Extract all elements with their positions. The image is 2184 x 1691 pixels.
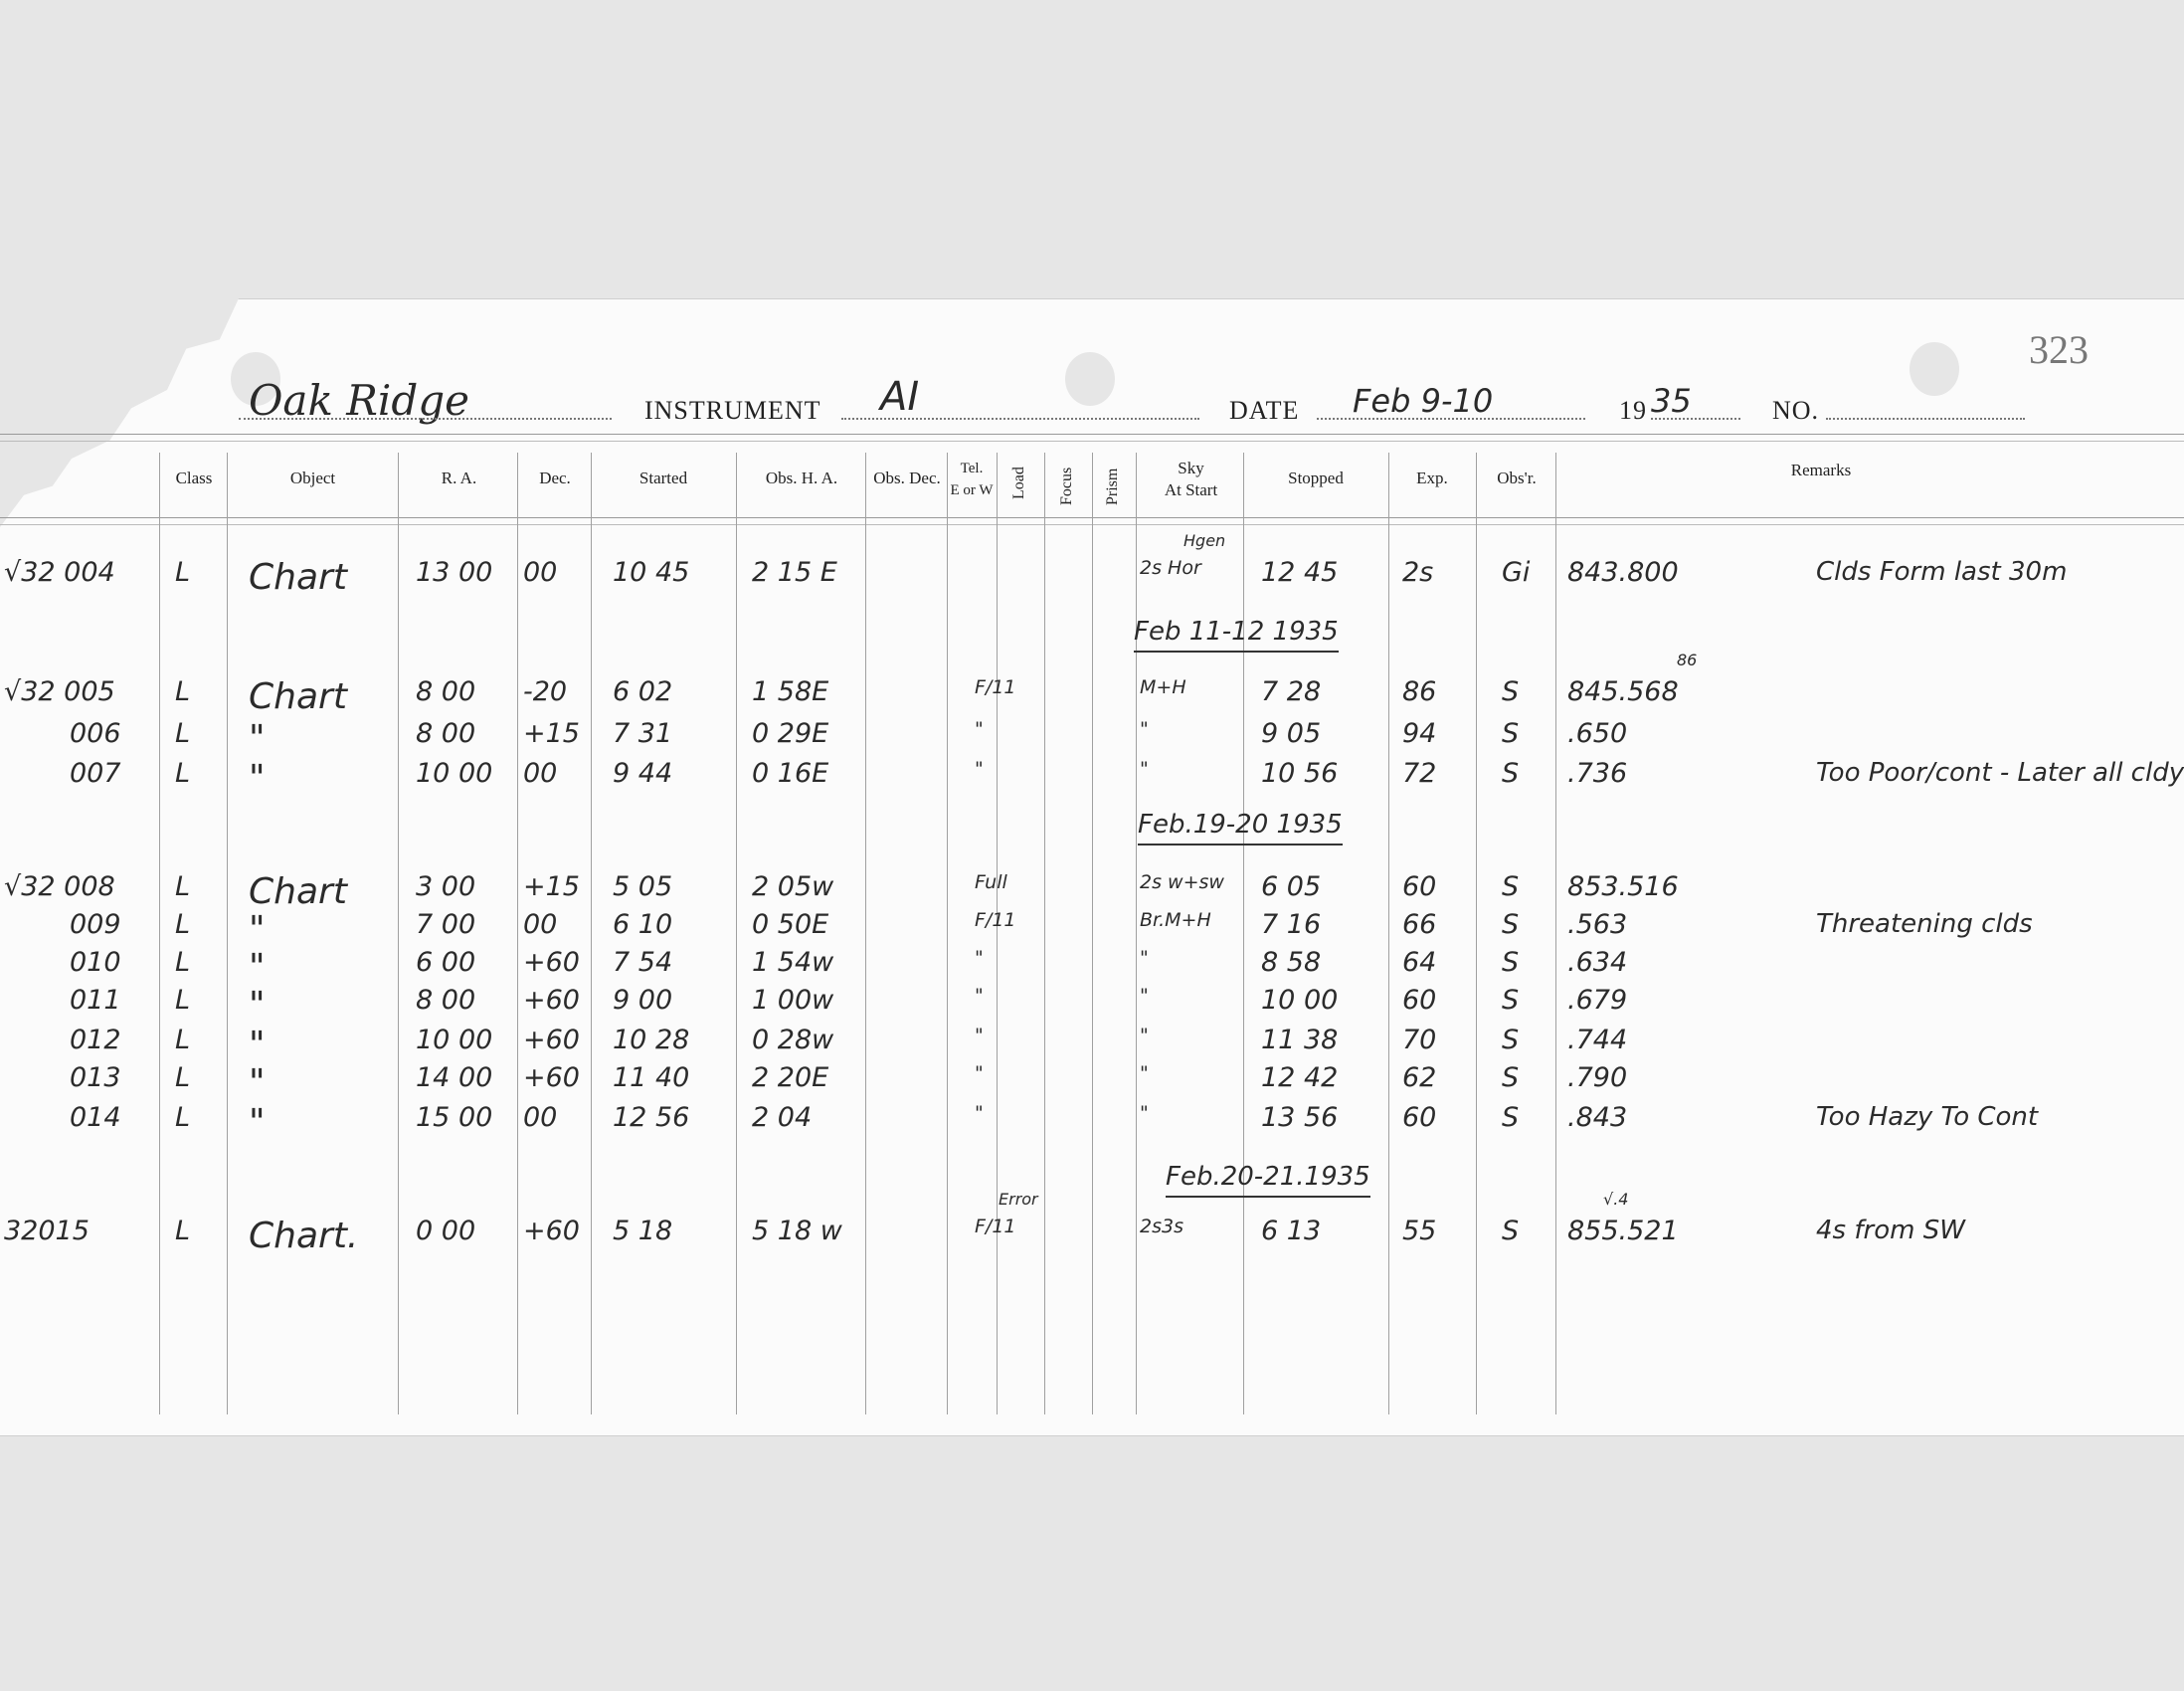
sky-cell: " [1140,718,1149,740]
observer-cell: Gi [1502,557,1531,588]
sky-cell: 2s Hor [1140,557,1201,579]
plate-number: 013 [70,1062,121,1093]
exp-cell: 64 [1402,947,1437,978]
ra-cell: 7 00 [416,909,476,940]
col-obs-dec: Obs. Dec. [873,469,941,487]
col-tel-line2: E or W [950,482,994,498]
object-cell: Chart [249,871,347,912]
remarks-cell: 4s from SW [1816,1216,1965,1245]
started-cell: 5 18 [613,1216,673,1246]
dec-cell: +60 [523,947,580,978]
started-cell: 11 40 [613,1062,690,1093]
started-cell: 5 05 [613,871,673,902]
stopped-cell: 12 42 [1261,1062,1339,1093]
col-tel-line1: Tel. [960,461,984,476]
class-cell: L [175,718,191,749]
ra-cell: 14 00 [416,1062,493,1093]
class-cell: L [175,1216,191,1246]
col-dec: Dec. [539,469,571,487]
exp-cell: 70 [1402,1025,1437,1055]
header-rule [0,441,2184,442]
plate-log-number: .736 [1567,758,1628,789]
object-cell: " [249,758,266,799]
sky-cell: M+H [1140,676,1186,698]
started-cell: 12 56 [613,1102,690,1133]
obs-ha-cell: 2 04 [752,1102,813,1133]
observer-cell: S [1502,676,1520,707]
class-cell: L [175,676,191,707]
exp-cell: 62 [1402,1062,1437,1093]
exp-cell: 72 [1402,758,1437,789]
load-cell: " [975,1025,984,1046]
ra-cell: 0 00 [416,1216,476,1246]
date-section-header: Feb 11-12 1935 [1134,617,1339,653]
class-cell: L [175,1102,191,1133]
observer-cell: S [1502,947,1520,978]
instrument-label: INSTRUMENT [644,396,821,425]
remarks-cell: Too Hazy To Cont [1816,1102,2039,1132]
col-sky-line2: At Start [1164,480,1218,499]
table-row [0,758,2184,798]
ra-cell: 8 00 [416,676,476,707]
dec-cell: +15 [523,718,580,749]
stopped-cell: 7 16 [1261,909,1322,940]
class-cell: L [175,871,191,902]
year-suffix: 35 [1651,382,1692,420]
plate-log-number: .679 [1567,985,1628,1016]
dec-cell: +60 [523,1216,580,1246]
object-cell: Chart. [249,1216,359,1256]
load-cell: F/11 [975,1216,1016,1237]
observer-cell: S [1502,1062,1520,1093]
plate-log-number: 853.516 [1567,871,1679,902]
object-cell: " [249,1062,266,1103]
load-cell: " [975,718,984,740]
sky-cell: " [1140,1102,1149,1124]
dec-cell: +60 [523,1062,580,1093]
plate-number: 014 [70,1102,121,1133]
object-cell: " [249,985,266,1026]
col-prism: Prism [1104,468,1121,505]
started-cell: 9 44 [613,758,673,789]
table-row [0,909,2184,949]
ra-cell: 13 00 [416,557,493,588]
load-note: Error [999,1190,1038,1209]
plate-number: 010 [70,947,121,978]
obs-ha-cell: 1 54w [752,947,834,978]
col-tel [947,458,997,501]
class-cell: L [175,985,191,1016]
col-started: Started [638,469,688,487]
no-line [1826,418,2025,420]
plate-number: 32015 [4,1216,90,1246]
col-obs-ha: Obs. H. A. [765,469,838,487]
plate-log-number: 845.568 [1567,676,1679,707]
punch-hole [1910,342,1959,396]
observer-cell: S [1502,985,1520,1016]
no-label: NO. [1772,396,1820,425]
table-row [0,1102,2184,1142]
object-cell: Chart [249,557,347,598]
load-cell: F/11 [975,676,1016,698]
remarks-cell: Threatening clds [1816,909,2033,939]
exp-cell: 60 [1402,985,1437,1016]
dec-cell: 00 [523,758,558,789]
table-row [0,651,2184,717]
punch-hole [1065,352,1115,406]
col-focus: Focus [1058,467,1075,505]
number-note: 86 [1677,651,1698,669]
object-cell: " [249,947,266,988]
observer-cell: S [1502,718,1520,749]
ra-cell: 8 00 [416,985,476,1016]
plate-log-number: .563 [1567,909,1628,940]
object-cell: " [249,909,266,950]
station-name: Oak Ridge [249,376,469,425]
ra-cell: 6 00 [416,947,476,978]
station-line [239,418,612,420]
table-row [0,1190,2184,1256]
class-cell: L [175,947,191,978]
plate-log-number: .744 [1567,1025,1628,1055]
table-row [0,1062,2184,1102]
obs-ha-cell: 2 20E [752,1062,829,1093]
obs-ha-cell: 0 28w [752,1025,834,1055]
stopped-cell: 8 58 [1261,947,1322,978]
stopped-cell: 6 13 [1261,1216,1322,1246]
dec-cell: +15 [523,871,580,902]
dec-cell: +60 [523,1025,580,1055]
started-cell: 7 31 [613,718,673,749]
plate-number: 012 [70,1025,121,1055]
col-class: Class [175,469,213,487]
date-section-header: Feb.19-20 1935 [1138,810,1343,846]
exp-cell: 60 [1402,871,1437,902]
sky-cell: " [1140,1025,1149,1046]
exp-cell: 60 [1402,1102,1437,1133]
header-rule [0,434,2184,435]
plate-log-number: .843 [1567,1102,1628,1133]
exp-cell: 86 [1402,676,1437,707]
table-row [0,531,2184,598]
ra-cell: 8 00 [416,718,476,749]
plate-log-number: .650 [1567,718,1628,749]
obs-ha-cell: 1 00w [752,985,834,1016]
plate-number: √32 004 [4,557,115,588]
obs-ha-cell: 0 50E [752,909,829,940]
table-row [0,947,2184,987]
ra-cell: 3 00 [416,871,476,902]
stopped-cell: 10 00 [1261,985,1339,1016]
plate-number: 006 [70,718,121,749]
class-cell: L [175,909,191,940]
obs-ha-cell: 0 29E [752,718,829,749]
sky-cell: 2s w+sw [1140,871,1224,893]
stopped-cell: 10 56 [1261,758,1339,789]
started-cell: 10 28 [613,1025,690,1055]
table-row [0,1025,2184,1064]
sky-note: Hgen [1183,531,1226,550]
observer-cell: S [1502,1216,1520,1246]
ra-cell: 10 00 [416,758,493,789]
class-cell: L [175,557,191,588]
plate-log-number: .790 [1567,1062,1628,1093]
obs-ha-cell: 2 15 E [752,557,837,588]
obs-ha-cell: 1 58E [752,676,829,707]
object-cell: Chart [249,676,347,717]
plate-number: 009 [70,909,121,940]
col-remarks: Remarks [1790,461,1852,479]
exp-cell: 94 [1402,718,1437,749]
col-sky [1139,458,1243,501]
obs-ha-cell: 0 16E [752,758,829,789]
observer-cell: S [1502,1102,1520,1133]
observer-cell: S [1502,1025,1520,1055]
dec-cell: 00 [523,1102,558,1133]
number-note: √.4 [1603,1190,1629,1209]
load-cell: " [975,947,984,969]
sheet-number: 323 [2029,327,2089,372]
plate-number: 007 [70,758,121,789]
date-value: Feb 9-10 [1353,382,1494,420]
plate-number: √32 005 [4,676,115,707]
stopped-cell: 11 38 [1261,1025,1339,1055]
load-cell: " [975,985,984,1007]
dec-cell: 00 [523,557,558,588]
dec-cell: 00 [523,909,558,940]
observer-cell: S [1502,871,1520,902]
stopped-cell: 9 05 [1261,718,1322,749]
exp-cell: 55 [1402,1216,1437,1246]
sky-cell: 2s3s [1140,1216,1183,1237]
obs-ha-cell: 5 18 w [752,1216,842,1246]
ra-cell: 15 00 [416,1102,493,1133]
col-obsr: Obs'r. [1497,469,1537,487]
class-cell: L [175,758,191,789]
exp-cell: 66 [1402,909,1437,940]
col-ra: R. A. [441,469,477,487]
sky-cell: " [1140,1062,1149,1084]
table-row [0,985,2184,1025]
object-cell: " [249,1102,266,1143]
observer-cell: S [1502,909,1520,940]
plate-log-number: 855.521 [1567,1216,1679,1246]
year-line [1651,418,1740,420]
started-cell: 10 45 [613,557,690,588]
ra-cell: 10 00 [416,1025,493,1055]
sky-cell: " [1140,758,1149,780]
plate-number: 011 [70,985,121,1016]
col-sky-line1: Sky [1178,459,1204,477]
table-row [0,718,2184,758]
date-section-header: Feb.20-21.1935 [1166,1162,1370,1198]
load-cell: " [975,758,984,780]
obs-ha-cell: 2 05w [752,871,834,902]
remarks-cell: Too Poor/cont - Later all cldy [1816,758,2184,788]
load-cell: F/11 [975,909,1016,931]
dec-cell: +60 [523,985,580,1016]
observer-cell: S [1502,758,1520,789]
sky-cell: " [1140,985,1149,1007]
started-cell: 9 00 [613,985,673,1016]
stopped-cell: 7 28 [1261,676,1322,707]
load-cell: Full [975,871,1007,893]
object-cell: " [249,1025,266,1065]
class-cell: L [175,1062,191,1093]
col-object: Object [289,469,336,487]
stopped-cell: 12 45 [1261,557,1339,588]
col-load: Load [1010,467,1027,499]
plate-number: √32 008 [4,871,115,902]
started-cell: 6 02 [613,676,673,707]
col-stopped: Stopped [1288,469,1344,487]
object-cell: " [249,718,266,759]
load-cell: " [975,1102,984,1124]
remarks-cell: Clds Form last 30m [1816,557,2068,587]
plate-log-number: 843.800 [1567,557,1679,588]
sky-cell: " [1140,947,1149,969]
plate-log-number: .634 [1567,947,1628,978]
class-cell: L [175,1025,191,1055]
year-prefix: 19 [1619,396,1647,425]
sky-cell: Br.M+H [1140,909,1211,931]
started-cell: 7 54 [613,947,673,978]
stopped-cell: 6 05 [1261,871,1322,902]
load-cell: " [975,1062,984,1084]
table-row [0,871,2184,911]
dec-cell: -20 [523,676,568,707]
date-label: DATE [1229,396,1300,425]
started-cell: 6 10 [613,909,673,940]
stopped-cell: 13 56 [1261,1102,1339,1133]
exp-cell: 2s [1402,557,1434,588]
col-exp: Exp. [1416,469,1448,487]
instrument-value: AI [880,374,920,420]
